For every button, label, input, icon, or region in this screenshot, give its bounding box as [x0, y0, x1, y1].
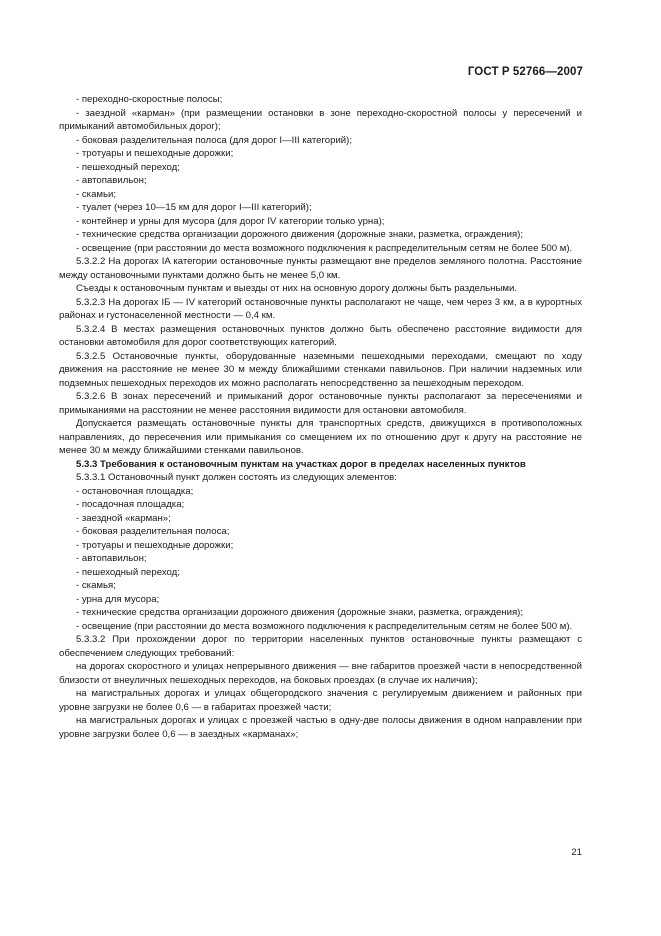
list-item: - освещение (при расстоянии до места возможного подключения к распределительным сетям не более 500 м). — [76, 242, 573, 254]
list-item: - тротуары и пешеходные дорожки; — [76, 539, 234, 551]
list-item: - освещение (при расстоянии до места возможного подключения к распределительным сетям не более 500 м). — [76, 620, 573, 632]
list-item: - посадочная площадка; — [76, 499, 185, 510]
clause-5-3-3-2: 5.3.3.2 При прохождении дорог по территории населенных пунктов остановочные пункты размещают с обеспечением следующих требований: — [59, 634, 582, 659]
list-item: - технические средства организации дорожного движения (дорожные знаки, разметка, ограждения); — [76, 229, 524, 240]
clause-5-3-2-6: 5.3.2.6 В зонах пересечений и примыканий дорог остановочные пункты располагают за пересечениями и примыканиями на расстоянии не менее расстояния видимости для остановки автомобиля. — [59, 391, 582, 416]
list-item: - автопавильон; — [76, 175, 147, 186]
page-body — [59, 93, 582, 741]
list-item: - технические средства организации дорожного движения (дорожные знаки, разметка, ограждения); — [76, 607, 524, 618]
list-item: - урна для мусора; — [76, 593, 160, 605]
paragraph: на дорогах скоростного и улицах непрерывного движения — вне габаритов проезжей части в непосредственной близости от внеуличных пешеходных переходов, на боковых проездах (в случае их наличия); — [59, 661, 582, 686]
list-item: - скамьи; — [76, 188, 117, 200]
list-item: - заездной «карман»; — [76, 512, 171, 524]
clause-5-3-3-1: 5.3.3.1 Остановочный пункт должен состоять из следующих элементов: — [76, 472, 397, 483]
page-number: 21 — [571, 847, 582, 858]
list-item: - боковая разделительная полоса; — [76, 526, 230, 537]
section-heading-5-3-3: 5.3.3 Требования к остановочным пунктам на участках дорог в пределах населенных пунктов — [76, 458, 526, 470]
clause-5-3-2-4: 5.3.2.4 В местах размещения остановочных пунктов должно быть обеспечено расстояние видимости для остановки автомобиля для дорог соответствующих категорий. — [59, 323, 582, 348]
paragraph: на магистральных дорогах и улицах с проезжей частью в одну-две полосы движения в одном направлении при уровне загрузки более 0,6 — в заездных «карманах»; — [59, 715, 582, 740]
list-item: - тротуары и пешеходные дорожки; — [76, 148, 234, 159]
list-item: - скамья; — [76, 580, 116, 591]
paragraph: Допускается размещать остановочные пункты для транспортных средств, движущихся в противоположных направлениях, до пересечения или примыкания со смещением их по отношению друг к другу на расстояние не менее 30 м между ближайшими стенками павильонов. — [59, 418, 582, 456]
list-item: - пешеходный переход; — [76, 566, 180, 578]
paragraph: Съезды к остановочным пунктам и выезды от них на основную дорогу должны быть раздельными. — [76, 283, 517, 294]
list-item: - переходно-скоростные полосы; — [76, 94, 223, 105]
list-item: - контейнер и урны для мусора (для дорог IV категории только урна); — [76, 215, 385, 227]
clause-5-3-2-3: 5.3.2.3 На дорогах IБ — IV категорий остановочные пункты располагают не чаще, чем через 3 км, а в курортных районах и густонаселенной местности — 0,4 км. — [59, 296, 582, 321]
document-id-header: ГОСТ Р 52766—2007 — [467, 66, 583, 78]
list-item: - заездной «карман» (при размещении остановки в зоне переходно-скоростной полосы у пересечений и примыканий автомобильных дорог); — [59, 107, 582, 132]
clause-5-3-2-5: 5.3.2.5 Остановочные пункты, оборудованные наземными пешеходными переходами, смещают по ходу движения на расстояние не менее 30 м между ближайшими стенками павильонов. При наличии надземных или подземных пешеходных переходов их можно располагать непосредственно за пешеходным переходом. — [59, 350, 582, 389]
paragraph: на магистральных дорогах и улицах общегородского значения с регулируемым движением и районных при уровне загрузки не более 0,6 — в габаритах проезжей части; — [59, 688, 582, 713]
list-item: - остановочная площадка; — [76, 485, 194, 497]
list-item: - туалет (через 10—15 км для дорог I—III категорий); — [76, 202, 312, 213]
clause-5-3-2-2: 5.3.2.2 На дорогах IA категории остановочные пункты размещают вне пределов земляного полотна. Расстояние между остановочными пунктами должно быть не менее 5,0 км. — [59, 256, 582, 281]
list-item: - пешеходный переход; — [76, 161, 180, 173]
list-item: - автопавильон; — [76, 553, 147, 564]
list-item: - боковая разделительная полоса (для дорог I—III категорий); — [76, 134, 353, 146]
